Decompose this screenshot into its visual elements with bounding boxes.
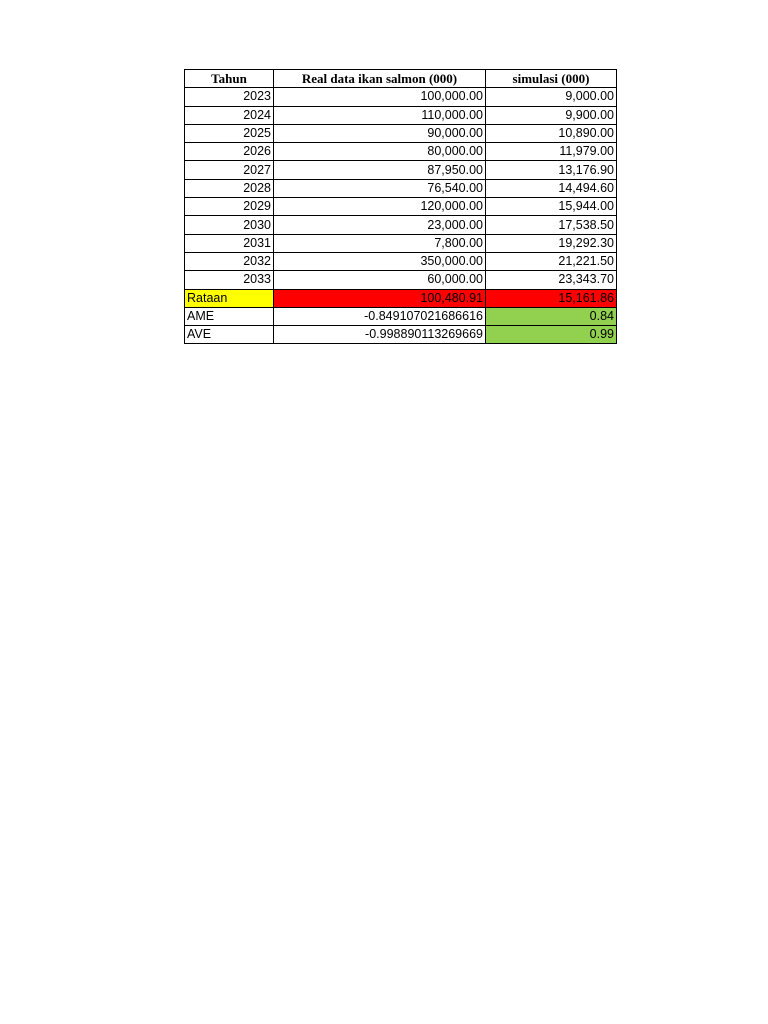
cell-sim[interactable]: 19,292.30	[486, 234, 617, 252]
cell-year[interactable]: 2023	[185, 88, 274, 106]
cell-real[interactable]: 120,000.00	[274, 198, 486, 216]
cell-real[interactable]: 23,000.00	[274, 216, 486, 234]
cell-year[interactable]: 2027	[185, 161, 274, 179]
ame-sim-value[interactable]: 0.84	[486, 307, 617, 325]
cell-real[interactable]: 110,000.00	[274, 106, 486, 124]
rataan-row	[185, 289, 617, 307]
table-row	[185, 179, 617, 197]
rataan-real-value[interactable]: 100,480.91	[274, 289, 486, 307]
table-row	[185, 198, 617, 216]
cell-sim[interactable]: 17,538.50	[486, 216, 617, 234]
header-tahun[interactable]: Tahun	[185, 70, 274, 88]
ame-label[interactable]: AME	[185, 307, 274, 325]
cell-year[interactable]: 2033	[185, 271, 274, 289]
table-row	[185, 143, 617, 161]
cell-sim[interactable]: 11,979.00	[486, 143, 617, 161]
header-simulasi[interactable]: simulasi (000)	[486, 70, 617, 88]
ave-real-value[interactable]: -0.998890113269669	[274, 326, 486, 344]
table-row	[185, 216, 617, 234]
cell-year[interactable]: 2026	[185, 143, 274, 161]
rataan-sim-value[interactable]: 15,161.86	[486, 289, 617, 307]
ave-row	[185, 326, 617, 344]
cell-real[interactable]: 90,000.00	[274, 124, 486, 142]
cell-real[interactable]: 7,800.00	[274, 234, 486, 252]
table-row	[185, 252, 617, 270]
cell-real[interactable]: 350,000.00	[274, 252, 486, 270]
table-body	[185, 88, 617, 344]
cell-year[interactable]: 2024	[185, 106, 274, 124]
ame-row	[185, 307, 617, 325]
table-row	[185, 234, 617, 252]
table-row	[185, 88, 617, 106]
salmon-data-table	[184, 69, 617, 344]
cell-real[interactable]: 76,540.00	[274, 179, 486, 197]
ave-label[interactable]: AVE	[185, 326, 274, 344]
cell-real[interactable]: 87,950.00	[274, 161, 486, 179]
cell-real[interactable]: 100,000.00	[274, 88, 486, 106]
cell-year[interactable]: 2029	[185, 198, 274, 216]
cell-real[interactable]: 80,000.00	[274, 143, 486, 161]
table-row	[185, 161, 617, 179]
cell-sim[interactable]: 15,944.00	[486, 198, 617, 216]
cell-year[interactable]: 2031	[185, 234, 274, 252]
cell-sim[interactable]: 14,494.60	[486, 179, 617, 197]
table-row	[185, 106, 617, 124]
cell-sim[interactable]: 9,900.00	[486, 106, 617, 124]
ame-real-value[interactable]: -0.849107021686616	[274, 307, 486, 325]
cell-sim[interactable]: 23,343.70	[486, 271, 617, 289]
table-row	[185, 124, 617, 142]
cell-year[interactable]: 2032	[185, 252, 274, 270]
cell-year[interactable]: 2030	[185, 216, 274, 234]
cell-sim[interactable]: 9,000.00	[486, 88, 617, 106]
cell-sim[interactable]: 13,176.90	[486, 161, 617, 179]
header-row	[185, 70, 617, 88]
header-real-data[interactable]: Real data ikan salmon (000)	[274, 70, 486, 88]
cell-real[interactable]: 60,000.00	[274, 271, 486, 289]
cell-sim[interactable]: 10,890.00	[486, 124, 617, 142]
cell-year[interactable]: 2028	[185, 179, 274, 197]
ave-sim-value[interactable]: 0.99	[486, 326, 617, 344]
cell-sim[interactable]: 21,221.50	[486, 252, 617, 270]
rataan-label[interactable]: Rataan	[185, 289, 274, 307]
cell-year[interactable]: 2025	[185, 124, 274, 142]
table-row	[185, 271, 617, 289]
